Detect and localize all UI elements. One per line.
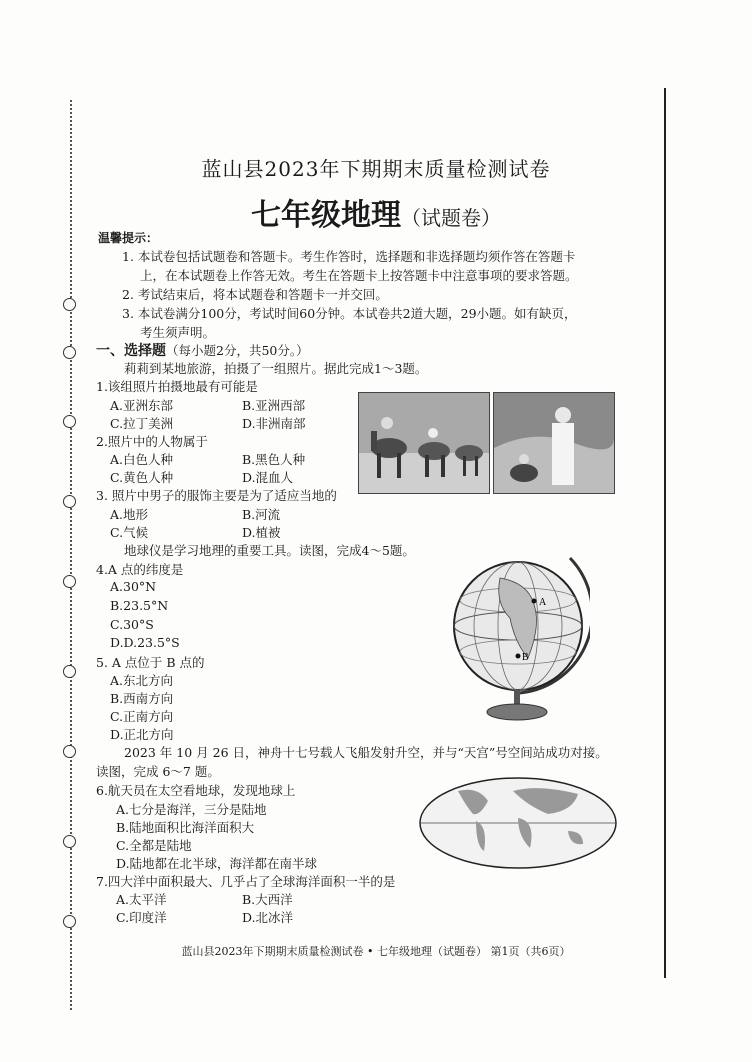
q2-option-a: A.白色人种 xyxy=(110,452,174,467)
binding-hole xyxy=(63,745,76,758)
camel-caravan-illustration xyxy=(359,393,489,493)
globe-figure xyxy=(440,548,590,728)
binding-hole xyxy=(63,415,76,428)
q5-option-c: C.正南方向 xyxy=(110,709,174,724)
binding-hole xyxy=(63,665,76,678)
q1-option-c: C.拉丁美洲 xyxy=(110,416,174,431)
q6-option-d: D.陆地都在北半球，海洋都在南半球 xyxy=(116,856,318,871)
binding-hole xyxy=(63,298,76,311)
desert-photo-man xyxy=(493,392,615,494)
q3-stem: 3. 照片中男子的服饰主要是为了适应当地的 xyxy=(96,488,337,503)
tip-line: 考生须声明。 xyxy=(140,325,216,340)
q7-stem: 7.四大洋中面积最大、几乎占了全球海洋面积一半的是 xyxy=(96,874,396,889)
exam-title: 蓝山县2023年下期期末质量检测试卷 xyxy=(201,157,551,181)
q5-stem: 5. A 点位于 B 点的 xyxy=(96,655,205,670)
q3-option-d: D.植被 xyxy=(242,525,281,540)
binding-hole xyxy=(63,495,76,508)
subtitle-paren: （试题卷） xyxy=(401,206,501,230)
tip-line: 1. 本试卷包括试题卷和答题卡。考生作答时，选择题和非选择题均须作答在答题卡 xyxy=(122,249,576,264)
q7-option-d: D.北冰洋 xyxy=(242,910,294,925)
q1-stem: 1.该组照片拍摄地最有可能是 xyxy=(96,379,258,394)
q5-option-b: B.西南方向 xyxy=(110,691,174,706)
section-note: （每小题2分，共50分。） xyxy=(166,343,309,358)
exam-subtitle xyxy=(0,190,752,234)
q1-option-a: A.亚洲东部 xyxy=(110,398,174,413)
q2-option-c: C.黄色人种 xyxy=(110,470,174,485)
section-label: 一、选择题 xyxy=(96,343,166,359)
q7-option-a: A.太平洋 xyxy=(116,892,167,907)
q5-option-a: A.东北方向 xyxy=(110,673,174,688)
q1-option-d: D.非洲南部 xyxy=(242,416,306,431)
q3-option-b: B.河流 xyxy=(242,507,281,522)
tips-title: 温馨提示： xyxy=(98,231,159,245)
q3-option-c: C.气候 xyxy=(110,525,149,540)
q4-option-b: B.23.5°N xyxy=(110,598,169,613)
q4-option-d: D.D.23.5°S xyxy=(110,635,180,650)
q7-option-c: C.印度洋 xyxy=(116,910,167,925)
q6-stem: 6.航天员在太空看地球，发现地球上 xyxy=(96,783,296,798)
binding-hole xyxy=(63,575,76,588)
q2-option-b: B.黑色人种 xyxy=(242,452,306,467)
q2-option-d: D.混血人 xyxy=(242,470,294,485)
globe-point-a-label: A xyxy=(539,597,547,608)
globe-point-b-label: B xyxy=(522,652,529,663)
q4-option-c: C.30°S xyxy=(110,617,154,632)
intro-q6-7-line2: 读图，完成 6～7 题。 xyxy=(96,764,220,779)
q5-option-d: D.正北方向 xyxy=(110,727,174,742)
intro-q6-7-line1: 2023 年 10 月 26 日，神舟十七号载人飞船发射升空，并与“天宫”号空间站成功对接。 xyxy=(124,745,608,760)
q6-option-a: A.七分是海洋，三分是陆地 xyxy=(116,802,267,817)
world-map-figure xyxy=(418,776,618,870)
intro-q4-5: 地球仪是学习地理的重要工具。读图，完成4～5题。 xyxy=(124,543,415,558)
tip-line: 2. 考试结束后，将本试题卷和答题卡一并交回。 xyxy=(122,287,388,302)
q7-option-b: B.大西洋 xyxy=(242,892,293,907)
tip-line: 上，在本试题卷上作答无效。考生在答题卡上按答题卡中注意事项的要求答题。 xyxy=(140,268,578,283)
section-heading xyxy=(96,340,309,360)
subject-title: 七年级地理 xyxy=(251,198,401,233)
intro-q1-3: 莉莉到某地旅游，拍摄了一组照片。据此完成1～3题。 xyxy=(124,361,428,376)
desert-man-illustration xyxy=(494,393,614,493)
q6-option-c: C.全都是陆地 xyxy=(116,838,192,853)
q3-option-a: A.地形 xyxy=(110,507,149,522)
desert-photo-camels xyxy=(358,392,490,494)
binding-dotted-line xyxy=(70,100,72,1010)
q4-stem: 4.A 点的纬度是 xyxy=(96,562,184,577)
binding-hole xyxy=(63,346,76,359)
q1-option-b: B.亚洲西部 xyxy=(242,398,306,413)
globe-base xyxy=(487,704,547,720)
tip-line: 3. 本试卷满分100分，考试时间60分钟。本试卷共2道大题，29小题。如有缺页， xyxy=(122,306,577,321)
page-footer: 蓝山县2023年下期期末质量检测试卷 • 七年级地理（试题卷） 第1页（共6页） xyxy=(181,945,571,958)
q2-stem: 2.照片中的人物属于 xyxy=(96,434,208,449)
binding-hole xyxy=(63,915,76,928)
binding-hole xyxy=(63,835,76,848)
q6-option-b: B.陆地面积比海洋面积大 xyxy=(116,820,255,835)
q4-option-a: A.30°N xyxy=(110,579,157,594)
